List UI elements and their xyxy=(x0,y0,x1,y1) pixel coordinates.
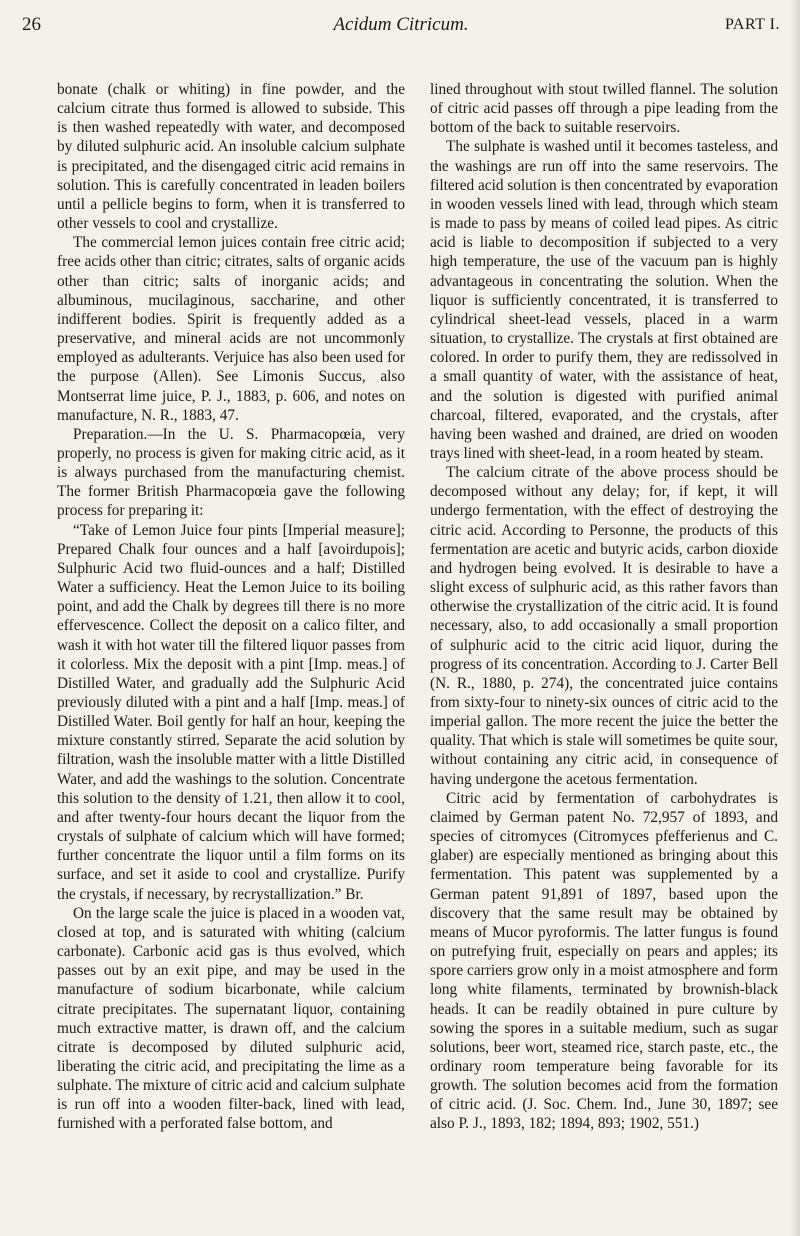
paragraph: lined throughout with stout twilled flannel. The solution of citric acid passes off through a pipe leading from the bottom of the back to suitable reservoirs. xyxy=(430,81,778,137)
paragraph: bonate (chalk or whiting) in fine powder, and the calcium citrate thus formed is allowed to subside. This is then washed repeatedly with water, and decomposed by diluted sulphuric acid. An insoluble calcium sulphate is precipitated, and the disengaged citric acid remains in solution. This is carefully concentrated in leaden boilers until a pellicle begins to form, when it is transferred to other vessels to cool and crystallize. xyxy=(57,81,405,233)
paragraph: Preparation.—In the U. S. Pharmacopœia, very properly, no process is given for making citric acid, as it is always purchased from the manufacturing chemist. The former British Pharmacopœia gave the following process for preparing it: xyxy=(57,425,405,520)
running-title: Acidum Citricum. xyxy=(333,14,469,35)
left-column xyxy=(57,80,405,1134)
running-header xyxy=(22,14,780,40)
page-edge-shadow xyxy=(790,0,800,1236)
right-column xyxy=(430,80,778,1134)
paragraph: The commercial lemon juices contain free citric acid; free acids other than citric; citrates, salts of organic acids other than citric; salts of inorganic acids; and albuminous, mucilaginous, saccharine, and other indifferent bodies. Spirit is frequently added as a preservative, and mineral acids are not uncommonly employed as adulterants. Verjuice has also been used for the purpose (Allen). See Limonis Succus, also Montserrat lime juice, P. J., 1883, p. 606, and notes on manufacture, N. R., 1883, 47. xyxy=(57,234,406,424)
paragraph: The sulphate is washed until it becomes tasteless, and the washings are run off into the same reservoirs. The filtered acid solution is then concentrated by evaporation in wooden vessels lined with lead, through which steam is made to pass by means of coiled lead pipes. As citric acid is liable to decomposition if subjected to a very high temperature, the use of the vacuum pan is highly advantageous in concentrating the solution. When the liquor is sufficiently concentrated, it is transferred to cylindrical sheet-lead vessels, placed in a warm situation, to crystallize. The crystals at first obtained are colored. In order to purify them, they are redissolved in a small quantity of water, with the assistance of heat, and the solution is digested with purified animal charcoal, filtered, evaporated, and the crystals, after having been washed and drained, are dried on wooden trays lined with sheet-lead, in a room heated by steam. xyxy=(430,138,778,462)
page-number: 26 xyxy=(22,14,41,35)
paragraph: The calcium citrate of the above process should be decomposed without any delay; for, if kept, it will undergo fermentation, with the effect of destroying the citric acid. According to Personne, the products of this fermentation are acetic and butyric acids, carbon dioxide and hydrogen being evolved. It is desirable to have a slight excess of sulphuric acid, as this rather favors than otherwise the crystallization of the citric acid. It is found necessary, also, to add occasionally a small proportion of sulphuric acid to the citric acid liquor, during the progress of its concentration. According to J. Carter Bell (N. R., 1880, p. 274), the concentrated juice contains from sixty-four to ninety-six ounces of citric acid to the imperial gallon. The more recent the juice the better the quality. That which is stale will sometimes be quite sour, without containing any citric acid, in consequence of having undergone the acetous fermentation. xyxy=(430,464,778,788)
paragraph: On the large scale the juice is placed in a wooden vat, closed at top, and is saturated with whiting (calcium carbonate). Carbonic acid gas is thus evolved, which passes out by an exit pipe, and may be used in the manufacture of sodium bicarbonate, while calcium citrate precipitates. The supernatant liquor, containing much extractive matter, is drawn off, and the calcium citrate is decomposed by diluted sulphuric acid, liberating the citric acid, and precipitating the lime as a sulphate. The mixture of citric acid and calcium sulphate is run off into a wooden filter-back, lined with lead, furnished with a perforated false bottom, and xyxy=(57,904,405,1133)
part-label: PART I. xyxy=(724,16,780,33)
paragraph: Citric acid by fermentation of carbohydrates is claimed by German patent No. 72,957 of 1893, and species of citromyces (Citromyces pfefferienus and C. glaber) are especially mentioned as bringing about this fermentation. This patent was supplemented by a German patent 91,891 of 1897, based upon the discovery that the same result may be obtained by means of Mucor pyroformis. The latter fungus is found on putrefying fruit, especially on pears and apples; its spore carriers grow only in a moist atmosphere and form long white filaments, terminated by brownish-black heads. It can be readily obtained in pure culture by sowing the spores in a suitable medium, such as sugar solutions, beer wort, steamed rice, starch paste, etc., the ordinary room temperature being favorable for its growth. The solution becomes acid from the formation of citric acid. (J. Soc. Chem. Ind., June 30, 1897; see also P. J., 1893, 182; 1894, 893; 1902, 551.) xyxy=(430,789,778,1133)
paragraph: “Take of Lemon Juice four pints [Imperial measure]; Prepared Chalk four ounces and a half [avoirdupois]; Sulphuric Acid two fluid-ounces and a half; Distilled Water a sufficiency. Heat the Lemon Juice to its boiling point, and add the Chalk by degrees till there is no more effervescence. Collect the deposit on a calico filter, and wash it with hot water till the filtered liquor passes from it colorless. Mix the deposit with a pint [Imp. meas.] of Distilled Water, and gradually add the Sulphuric Acid previously diluted with a pint and a half [Imp. meas.] of Distilled Water. Boil gently for half an hour, keeping the mixture constantly stirred. Separate the acid solution by filtration, wash the insoluble matter with a little Distilled Water, and add the washings to the solution. Concentrate this solution to the density of 1.21, then allow it to cool, and after twenty-four hours decant the liquor from the crystals of sulphate of calcium which will have formed; further concentrate the liquor until a film forms on its surface, and set it aside to cool and crystallize. Purify the crystals, if necessary, by recrystallization.” Br. xyxy=(57,521,405,903)
